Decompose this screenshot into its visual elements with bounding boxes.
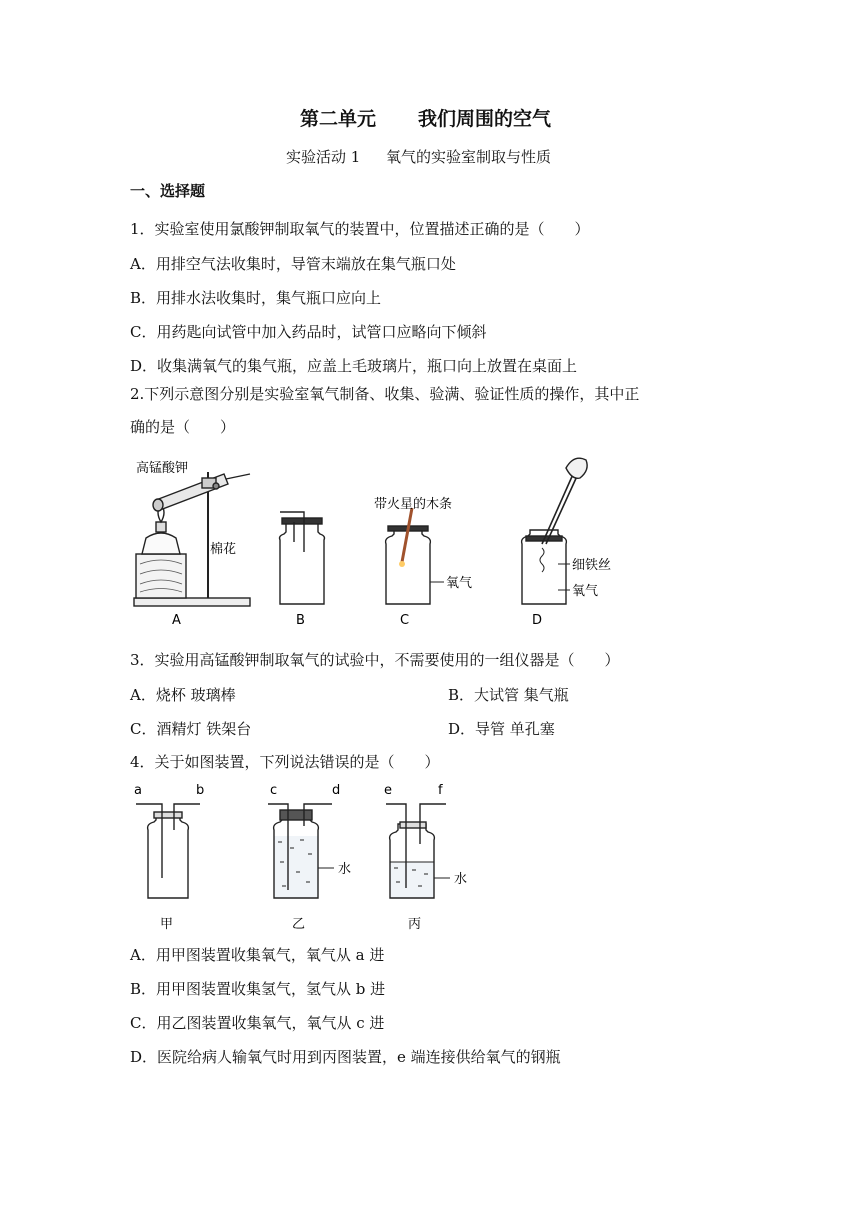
port-d: d: [332, 783, 341, 798]
q4-stem: 4．关于如图装置，下列说法错误的是（ ）: [130, 753, 440, 771]
bottle-label-bing: 丙: [408, 917, 422, 932]
bottle-jia: [136, 804, 200, 898]
water-label-1: 水: [338, 862, 352, 877]
bottle-yi: [268, 804, 334, 898]
unit-number: 第二单元: [300, 108, 377, 130]
q2-apparatus-figure: [128, 452, 648, 630]
label-oxygen-d: 氧气: [572, 584, 599, 599]
q4-bottles-figure: [128, 778, 488, 936]
port-a: a: [134, 783, 142, 798]
q3-option-a: A．烧杯 玻璃棒: [130, 686, 236, 704]
q4-option-d: D．医院给病人输氧气时用到丙图装置，e 端连接供给氧气的钢瓶: [130, 1048, 561, 1066]
q3-option-c: C．酒精灯 铁架台: [130, 720, 252, 738]
panel-c-splint-test: [386, 508, 444, 604]
label-kmno4: 高锰酸钾: [136, 461, 189, 476]
section-heading: 一、选择题: [130, 182, 206, 200]
q3-option-b: B．大试管 集气瓶: [448, 686, 569, 704]
label-iron-wire: 细铁丝: [572, 558, 612, 573]
unit-title: 我们周围的空气: [418, 108, 552, 130]
panel-label-a: A: [172, 613, 181, 628]
water-label-2: 水: [454, 872, 468, 887]
label-oxygen-c: 氧气: [446, 576, 473, 591]
bottle-label-yi: 乙: [292, 917, 306, 932]
panel-a-heating-setup: [134, 472, 250, 606]
q1-option-c: C．用药匙向试管中加入药品时，试管口应略向下倾斜: [130, 323, 487, 341]
panel-label-b: B: [296, 613, 305, 628]
panel-d-iron-wire: [522, 458, 588, 604]
q4-option-a: A．用甲图装置收集氧气，氧气从 a 进: [130, 946, 385, 964]
panel-b-gas-bottle: [280, 512, 325, 604]
activity-number: 实验活动 1: [286, 148, 361, 166]
q2-stem-line2: 确的是（ ）: [130, 418, 236, 436]
q1-option-b: B．用排水法收集时，集气瓶口应向上: [130, 289, 382, 307]
q3-stem: 3．实验用高锰酸钾制取氧气的试验中，不需要使用的一组仪器是（ ）: [130, 651, 620, 669]
port-b: b: [196, 783, 205, 798]
q2-stem-line1: 2.下列示意图分别是实验室氧气制备、收集、验满、验证性质的操作，其中正: [130, 385, 640, 403]
q4-option-c: C．用乙图装置收集氧气，氧气从 c 进: [130, 1014, 385, 1032]
label-cotton: 棉花: [210, 542, 237, 557]
port-f: f: [438, 783, 443, 798]
panel-label-d: D: [532, 613, 543, 628]
panel-label-c: C: [400, 613, 410, 628]
port-e: e: [384, 783, 392, 798]
port-c: c: [270, 783, 278, 798]
bottle-label-jia: 甲: [160, 917, 174, 932]
activity-title: 氧气的实验室制取与性质: [386, 148, 552, 166]
q1-option-a: A．用排空气法收集时，导管末端放在集气瓶口处: [130, 255, 456, 273]
q3-option-d: D．导管 单孔塞: [448, 720, 555, 738]
q1-option-d: D．收集满氧气的集气瓶，应盖上毛玻璃片，瓶口向上放置在桌面上: [130, 357, 578, 375]
q1-stem: 1．实验室使用氯酸钾制取氧气的装置中，位置描述正确的是（ ）: [130, 220, 590, 238]
q4-option-b: B．用甲图装置收集氢气，氢气从 b 进: [130, 980, 386, 998]
label-splint: 带火星的木条: [374, 497, 453, 512]
bottle-bing: [386, 804, 450, 898]
